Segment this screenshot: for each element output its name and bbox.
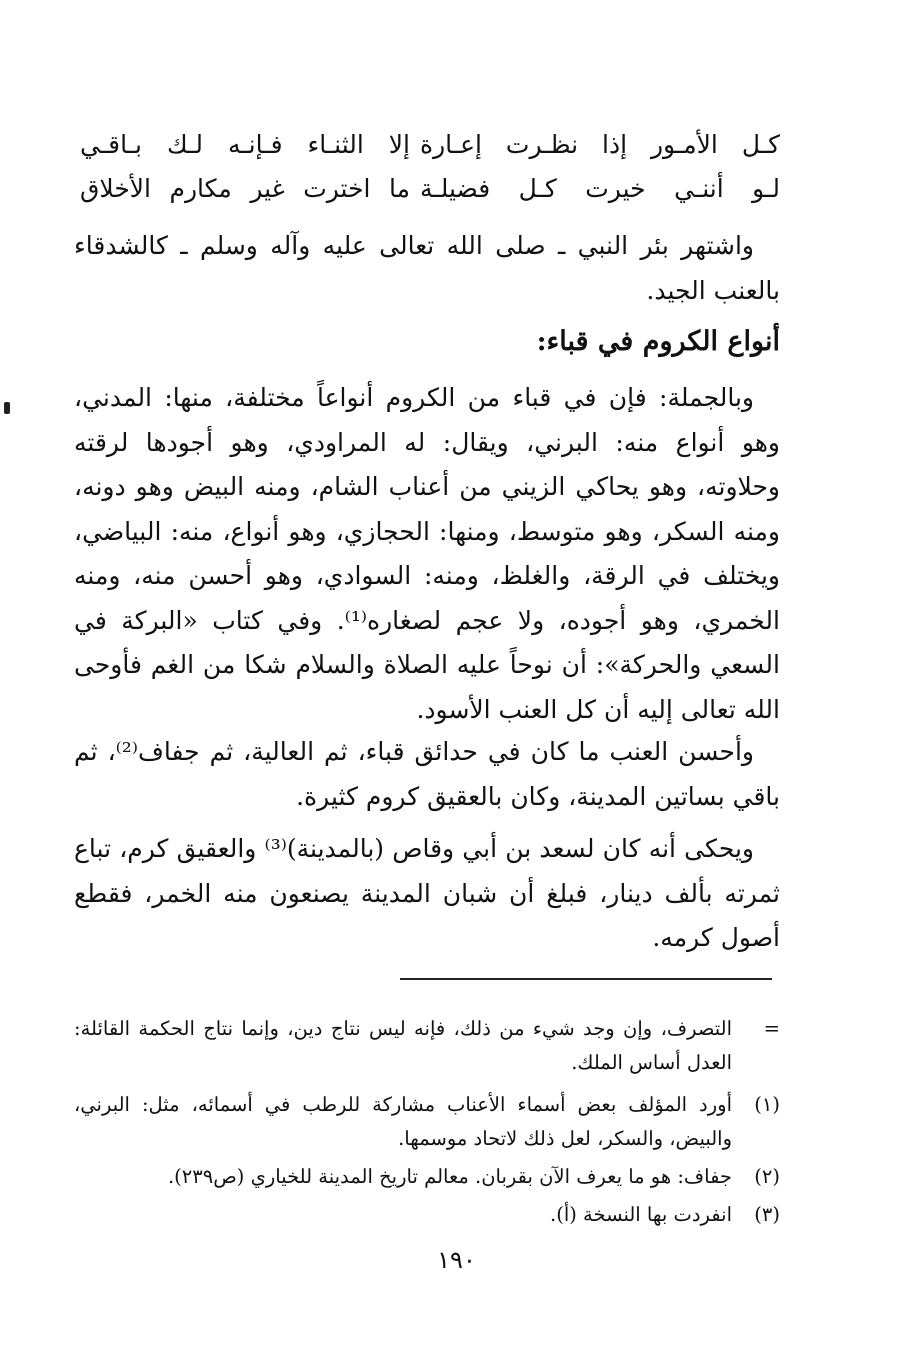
paragraph-text: واشتهر بئر النبي ـ صلى الله تعالى عليه وآله وسلم ـ كالشدقاء بالعنب الجيد. <box>74 231 780 305</box>
scan-margin-mark <box>4 402 10 414</box>
footnote-2 <box>74 1160 780 1194</box>
footnote-text: التصرف، وإن وجد شيء من ذلك، فإنه ليس نتاج دين، وإنما نتاج الحكمة القائلة: العدل أساس الملك. <box>74 1017 732 1074</box>
paragraph-saad-vineyard <box>74 827 780 961</box>
paragraph-text: ويحكى أنه كان لسعد بن أبي وقاص (بالمدينة)⁽³⁾ والعقيق كرم، تباع ثمرته بألف دينار، فبلغ أن شبان المدينة يصنعون منه الخمر، فقطع أصول كرمه. <box>74 834 780 952</box>
paragraph-bir-al-nabi <box>74 224 780 313</box>
footnote-1 <box>74 1088 780 1156</box>
paragraph-best-grapes <box>74 730 780 819</box>
footnote-text: أورد المؤلف بعض أسماء الأعناب مشاركة للرطب في أسمائه، مثل: البرني، والبيض، والسكر، لعل ذلك لاتحاد موسمها. <box>74 1093 732 1150</box>
paragraph-text: وأحسن العنب ما كان في حدائق قباء، ثم العالية، ثم جفاف⁽²⁾، ثم باقي بساتين المدينة، وكان بالعقيق كروم كثيرة. <box>74 737 780 811</box>
footnote-text: انفردت بها النسخة (أ). <box>550 1203 732 1226</box>
poem-verse-2-second-half: ما اخترت غير مكارم الأخلاق <box>80 174 410 203</box>
footnote-continuation <box>74 1012 780 1080</box>
poem-verse-2 <box>80 168 780 210</box>
paragraph-grape-types <box>74 376 780 732</box>
footnote-mark: (٢) <box>754 1165 780 1188</box>
footnote-mark: (٣) <box>754 1203 780 1226</box>
paragraph-text: وبالجملة: فإن في قباء من الكروم أنواعاً مختلفة، منها: المدني، وهو أنواع منه: البرني، ويقال: له المراودي، وهو أجودها لرقته وحلاوته، وهو يحاكي الزيني من أعناب الشام، ومنه البيض وهو دونه، ومنه السكر، وهو متوسط، ومنها: الحجازي، وهو أنواع، منه: البياضي، ويختلف في الرقة، والغلظ، ومنه: السوادي، وهو أحسن منه، ومنه الخمري، وهو أجوده، ولا عجم لصغاره⁽¹⁾. وفي كتاب «البركة في السعي والحركة»: أن نوحاً عليه الصلاة والسلام شكا من الغم فأوحى الله تعالى إليه أن كل العنب الأسود. <box>74 383 780 724</box>
footnote-mark: (١) <box>754 1093 780 1116</box>
footnote-separator <box>400 978 772 980</box>
footnote-mark: = <box>763 1017 780 1040</box>
poem-verse-1 <box>80 124 780 166</box>
poem-verse-1-first-half: كـل الأمـور إذا نظـرت إعـارة <box>420 130 780 159</box>
footnote-text: جفاف: هو ما يعرف الآن بقربان. معالم تاريخ المدينة للخياري (ص٢٣٩). <box>167 1165 732 1188</box>
poem-verse-1-second-half: إلا الثنـاء فـإنـه لـك بـاقـي <box>80 130 410 159</box>
page-number: ١٩٠ <box>437 1246 476 1274</box>
poem-verse-2-first-half: لـو أننـي خيرت كـل فضيلـة <box>420 174 780 203</box>
section-heading: أنواع الكروم في قباء: <box>536 326 780 357</box>
footnote-3 <box>74 1198 780 1232</box>
